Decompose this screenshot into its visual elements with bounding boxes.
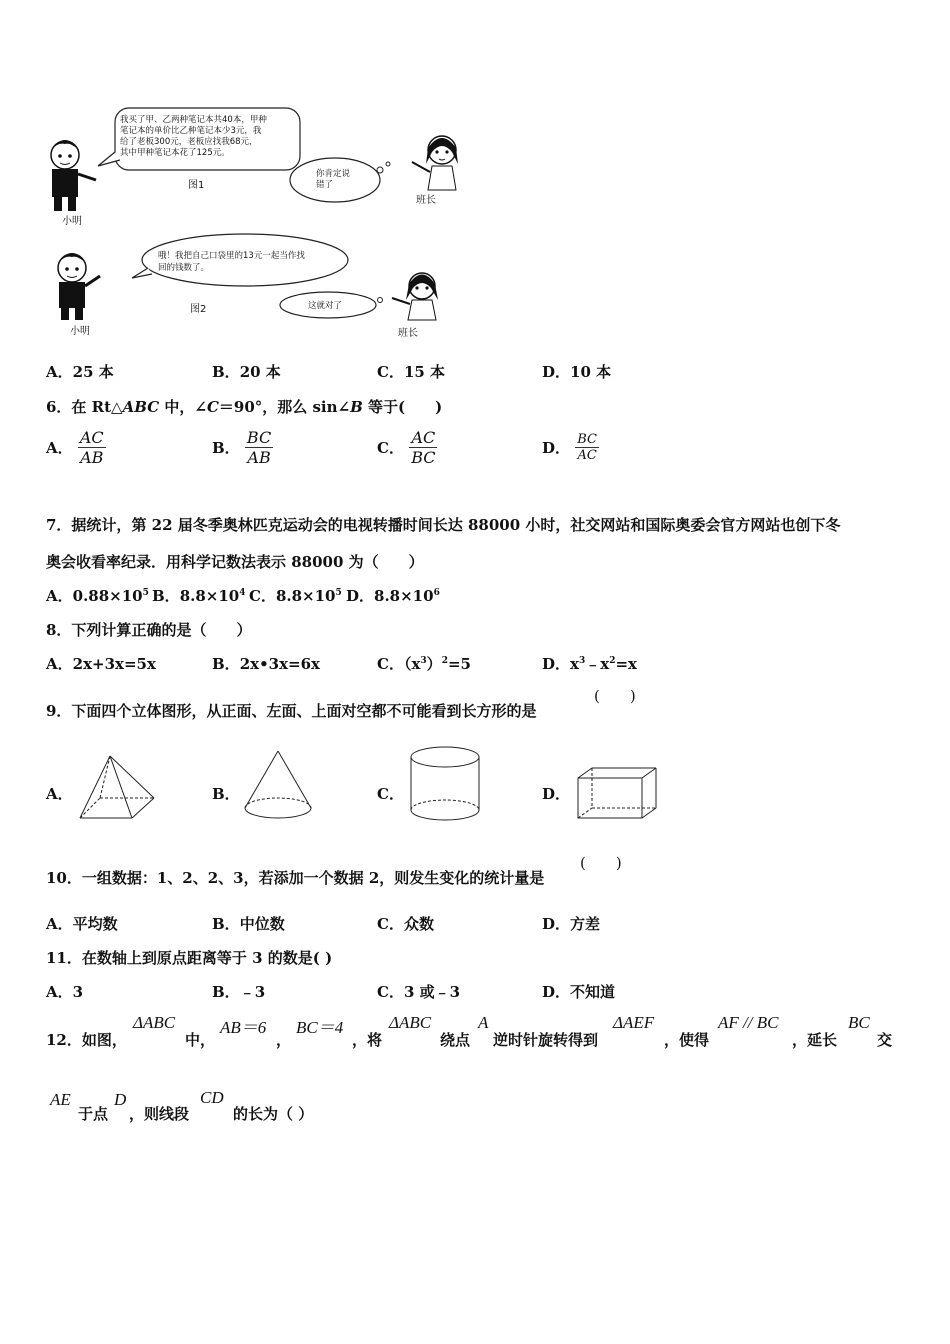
- q12-text-5: 绕点: [440, 1031, 471, 1049]
- q12-math-bc-2: BC: [848, 1013, 870, 1032]
- q9-option-a[interactable]: A．: [46, 785, 73, 803]
- speech-1-line-3: 其中甲种笔记本花了125元。: [120, 148, 230, 158]
- boy-label-1: 小明: [62, 216, 82, 227]
- speech-2-line-1: 回的钱数了。: [158, 263, 210, 273]
- speech-1-line-2: 给了老板300元，老板应找我68元，: [120, 137, 258, 147]
- q12-text-6: 逆时针旋转得到: [493, 1031, 599, 1049]
- q12-math-ab: AB＝6: [220, 1018, 267, 1037]
- q5-option-d[interactable]: D．10 本: [542, 363, 612, 381]
- boy-label-2: 小明: [70, 326, 90, 337]
- q8-option-b[interactable]: B．2x•3x=6x: [212, 655, 320, 673]
- q7-option-d[interactable]: D．$8.8\times 10^6$: [346, 587, 440, 605]
- q9-option-c[interactable]: C．: [377, 785, 404, 803]
- q7-stem-line-2: 奥会收看率纪录．用科学记数法表示 88000 为（ ）: [46, 553, 424, 571]
- reply-1-line-1: 错了: [316, 180, 334, 190]
- q12-math-af-parallel-bc: AF // BC: [718, 1013, 779, 1032]
- reply-2-text: 这就对了: [308, 301, 343, 311]
- q12-text-8: ，延长: [792, 1031, 838, 1049]
- q10-stem: 10．一组数据：1、2、2、3，若添加一个数据 2，则发生变化的统计量是: [46, 869, 545, 887]
- q12-math-ae: AE: [50, 1090, 71, 1109]
- q7-option-b[interactable]: B．$8.8\times 10^4$: [152, 587, 246, 605]
- cone-shape: [240, 748, 316, 824]
- q12-math-d: D: [114, 1090, 127, 1109]
- q9-option-b[interactable]: B．: [212, 785, 240, 803]
- q6-option-b[interactable]: B． $\frac{BC}{AB}$: [212, 428, 272, 467]
- q12-text-11: ，则线段: [129, 1105, 190, 1123]
- q9-stem: 9．下面四个立体图形，从正面、左面、上面对空都不可能看到长方形的是: [46, 702, 537, 720]
- speech-1-line-0: 我买了甲、乙两种笔记本共40本，甲种: [120, 115, 267, 125]
- q12-text-10: 于点: [78, 1105, 109, 1123]
- q5-option-a[interactable]: A．25 本: [46, 363, 114, 381]
- q12-math-bc: BC＝4: [296, 1018, 344, 1037]
- q10-answer-paren: ( ): [580, 854, 622, 872]
- q9-option-d[interactable]: D．: [542, 785, 571, 803]
- q12-math-a: A: [478, 1013, 489, 1032]
- pyramid-shape: [76, 752, 160, 824]
- q6-stem: 6．在 Rt△ABC 中，∠C＝90°，那么 sin∠B 等于( ): [46, 398, 443, 416]
- q12-math-cd: CD: [200, 1088, 224, 1107]
- q11-option-c[interactable]: C．3 或﹣3: [377, 983, 461, 1001]
- q11-option-b[interactable]: B．﹣3: [212, 983, 266, 1001]
- girl-label-1: 班长: [416, 195, 436, 206]
- q8-stem: 8．下列计算正确的是（ ）: [46, 621, 252, 639]
- q12-text-12: 的长为（ ）: [233, 1105, 314, 1123]
- comic-figure: [40, 100, 470, 345]
- girl-label-2: 班长: [398, 328, 418, 339]
- q10-option-c[interactable]: C．众数: [377, 915, 434, 933]
- q6-option-a[interactable]: A． $\frac{AC}{AB}$: [46, 428, 104, 467]
- q10-option-d[interactable]: D．方差: [542, 915, 601, 933]
- q8-option-c[interactable]: C．$(x^3)^2=5$: [377, 655, 471, 673]
- q11-stem: 11．在数轴上到原点距离等于 3 的数是( ): [46, 949, 333, 967]
- q11-option-d[interactable]: D．不知道: [542, 983, 616, 1001]
- q12-text-2: 中，: [185, 1031, 216, 1049]
- q9-answer-paren: ( ): [594, 687, 636, 705]
- q12-math-aef: ΔAEF: [613, 1013, 655, 1032]
- q6-option-c[interactable]: C． $\frac{AC}{BC}$: [377, 428, 436, 467]
- q7-option-a[interactable]: A．$0.88\times 10^5$: [46, 587, 149, 605]
- reply-1-line-0: 你肯定说: [316, 169, 351, 179]
- fig2-caption: 图2: [190, 304, 207, 315]
- boy-figure-2: [58, 253, 100, 320]
- q8-option-d[interactable]: D．$x^3﹣x^2=x$: [542, 655, 637, 673]
- q12-math-abc-1: ΔABC: [133, 1013, 176, 1032]
- speech-1-line-1: 笔记本的单价比乙种笔记本少3元，我: [120, 126, 262, 136]
- q5-option-c[interactable]: C．15 本: [377, 363, 446, 381]
- q8-option-a[interactable]: A．2x+3x=5x: [46, 655, 156, 673]
- q10-option-b[interactable]: B．中位数: [212, 915, 285, 933]
- speech-2-line-0: 哦！我把自己口袋里的13元一起当作找: [158, 251, 305, 261]
- boy-figure-1: [51, 140, 96, 211]
- q12-text-1: 12．如图，: [46, 1031, 127, 1049]
- q12-math-abc-2: ΔABC: [389, 1013, 432, 1032]
- cuboid-shape: [572, 764, 662, 822]
- reply-cloud-1: [290, 158, 380, 202]
- q12-text-9: 交: [877, 1031, 893, 1049]
- q12-text-4: ，将: [352, 1031, 383, 1049]
- girl-figure-1: [412, 136, 458, 190]
- q7-stem-line-1: 7．据统计，第 22 届冬季奥林匹克运动会的电视转播时间长达 88000 小时，社交网站和国际奥委会官方网站也创下冬: [46, 516, 841, 534]
- q12-text-3: ，: [276, 1031, 292, 1049]
- fig1-caption: 图1: [188, 180, 205, 191]
- q12-text-7: ，使得: [664, 1031, 710, 1049]
- q10-option-a[interactable]: A．平均数: [46, 915, 118, 933]
- q6-option-d[interactable]: D． $\frac{BC}{AC}$: [542, 432, 597, 463]
- q11-option-a[interactable]: A．3: [46, 983, 84, 1001]
- q5-option-b[interactable]: B．20 本: [212, 363, 281, 381]
- girl-figure-2: [392, 273, 438, 320]
- cylinder-shape: [406, 744, 484, 826]
- q7-option-c[interactable]: C．$8.8\times 10^5$: [249, 587, 342, 605]
